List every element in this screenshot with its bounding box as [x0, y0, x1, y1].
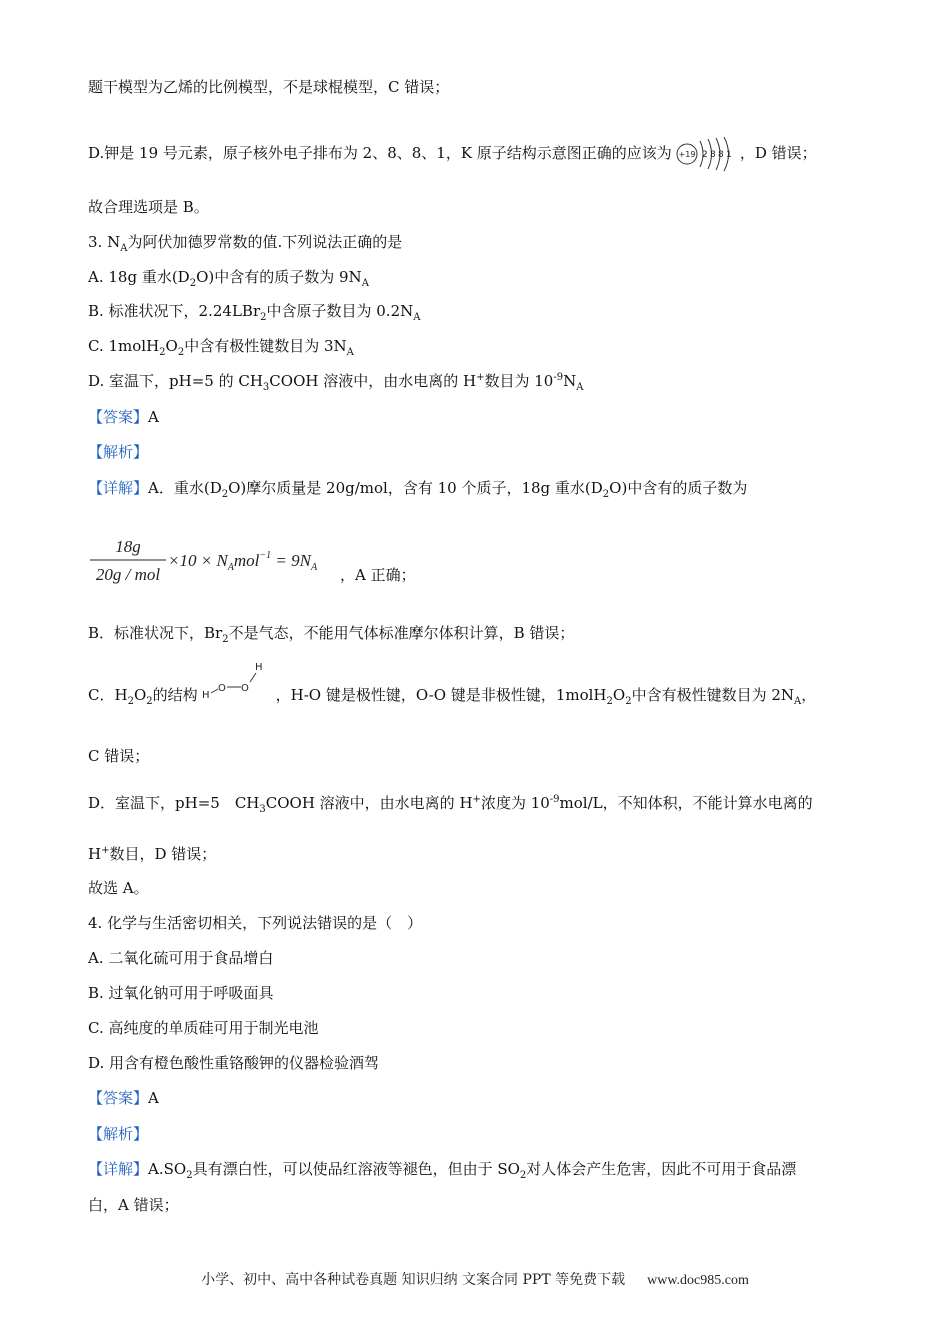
option-b: B. 过氧化钠可用于呼吸面具: [88, 984, 274, 1002]
analysis-label: 【解析】: [88, 1125, 149, 1143]
detail-c: C．$H_2O_2$的结构 H O O H ，H-O 键是极性键，O-O 键是非极性键，$1molH_2O_2$中含有极性键数目为 $2N_A$，: [88, 662, 817, 707]
detail-line: 【详解】A．重水$(D_2O)$摩尔质量是 20g/mol，含有 10 个质子，18g 重水$(D_2O)$中含有的质子数为: [88, 479, 748, 500]
svg-text:8: 8: [717, 150, 724, 160]
svg-text:O: O: [240, 683, 249, 694]
svg-text:H: H: [254, 662, 263, 673]
text-line: D.钾是 19 号元素，原子核外电子排布为 2、8、8、1，K 原子结构示意图正确的应该为 +19 2 8 8 1 ，D 错误；: [88, 135, 817, 173]
option-c: C. $1molH_2O_2$中含有极性键数目为 $3N_A$: [88, 337, 354, 358]
option-d: D. 室温下，pH=5 的 $CH_3COOH$ 溶液中，由水电离的 H+数目为 $10^{-9}N_A$: [88, 372, 584, 393]
text-line: 白，A 错误；: [88, 1196, 179, 1214]
option-d: D. 用含有橙色酸性重铬酸钾的仪器检验酒驾: [88, 1054, 380, 1072]
text-line: 故合理选项是 B。: [88, 198, 209, 216]
svg-text:8: 8: [709, 150, 716, 160]
h2o2-structure-diagram: [198, 662, 276, 706]
text-line: H+数目，D 错误；: [88, 845, 217, 863]
option-a: A. 二氧化硫可用于食品增白: [88, 949, 274, 967]
formula-numerator: 18g: [115, 537, 141, 556]
svg-text:O: O: [217, 683, 226, 694]
detail-d: D．室温下，pH=5 $CH_3COOH$ 溶液中，由水电离的 H+浓度为 $10^{-9}mol/L$，不知体积，不能计算水电离的: [88, 794, 813, 815]
svg-text:H: H: [201, 690, 210, 701]
text-line: 故选 A。: [88, 879, 149, 897]
formula-denominator: 20g / mol: [95, 565, 161, 584]
svg-text:2: 2: [701, 150, 708, 160]
option-a: A. 18g 重水$(D_2O)$中含有的质子数为 $9N_A$: [88, 268, 369, 289]
answer-line: 【答案】A: [88, 408, 159, 426]
formula-tail: ，A 正确；: [340, 566, 416, 584]
analysis-label: 【解析】: [88, 443, 149, 461]
text-line: C 错误；: [88, 747, 150, 765]
option-c: C. 高纯度的单质硅可用于制光电池: [88, 1019, 319, 1037]
formula-body: $\times 10 \times N_Amol^{-1} = 9N_A$: [168, 550, 318, 573]
footer-text: 小学、初中、高中各种试卷真题 知识归纳 文案合同 PPT 等免费下载: [201, 1272, 626, 1288]
answer-line: 【答案】A: [88, 1089, 159, 1107]
question-3: 3. $N_A$为阿伏加德罗常数的值.下列说法正确的是: [88, 233, 403, 254]
formula-fraction: [88, 532, 338, 588]
footer-link[interactable]: www.doc985.com: [647, 1273, 749, 1288]
detail-line: 【详解】$A.SO_2$具有漂白性，可以使品红溶液等褪色，但由于 $SO_2$对人体会产生危害，因此不可用于食品漂: [88, 1160, 797, 1181]
text-line: 题干模型为乙烯的比例模型，不是球棍模型，C 错误；: [88, 78, 450, 96]
detail-b: B．标准状况下，$Br_2$不是气态，不能用气体标准摩尔体积计算，B 错误；: [88, 624, 575, 645]
page-footer: [0, 1269, 950, 1289]
option-b: B. 标准状况下，2.24LBr$_2$中含原子数目为 $0.2N_A$: [88, 302, 421, 323]
question-4: 4. 化学与生活密切相关，下列说法错误的是（ ）: [88, 914, 423, 932]
svg-text:1: 1: [725, 150, 732, 160]
svg-text:+19: +19: [678, 150, 696, 159]
atom-structure-diagram: [676, 135, 736, 173]
